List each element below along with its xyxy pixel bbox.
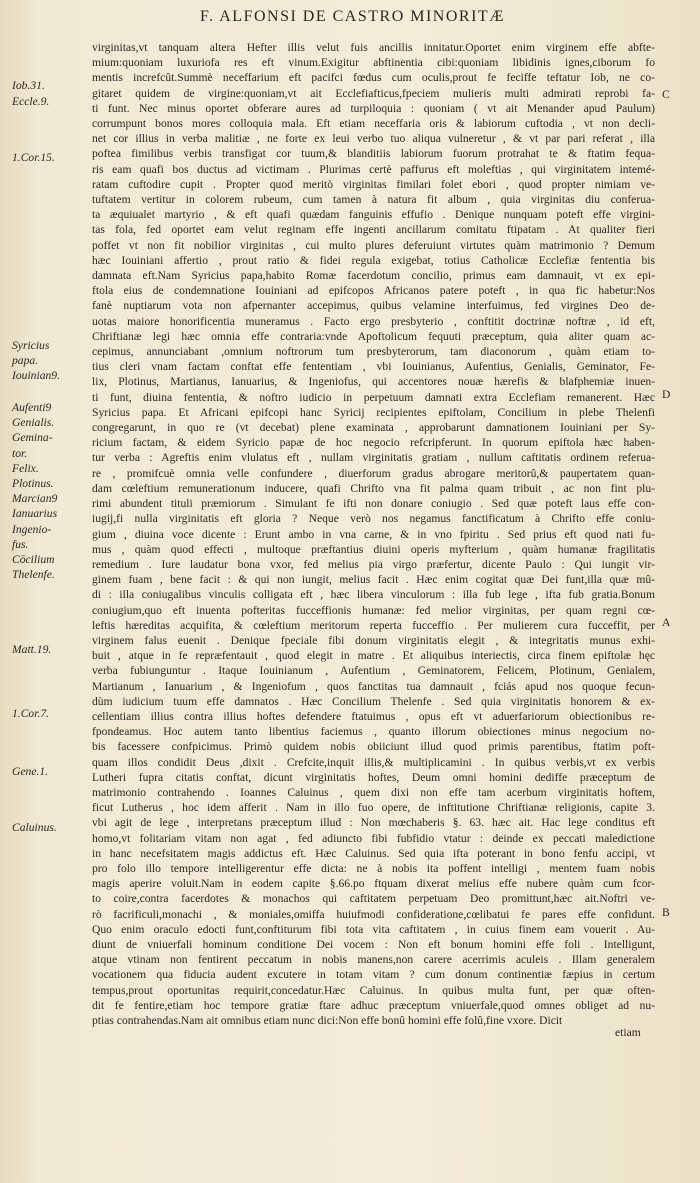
margin-note-gene xyxy=(12,764,90,779)
text-line: gitaret quidem de virgine:quoniam,vt ait Ecclefiafticus,fpeciem mulieris multi admirati reprobi fa- xyxy=(92,86,655,100)
text-line: matrimonio contrahendo . Ioannes Caluinus , quem dixi non effe tam acerbum virginitatis hoftem, xyxy=(92,785,655,799)
text-line: tius cleri vnam factam conftat effe fententiam , vbi Iouinianus, Aufentius, Genialis, Geminator, Fe- xyxy=(92,360,655,374)
text-line: lix, Plotinus, Martianus, Ianuarius, & Ingeniofus, qui accentores nouæ hærefis & blafphemiæ inuen- xyxy=(92,375,655,389)
text-line: leftis hæreditas acquifita, & cœleftium meritorum reperta fucceffio . Per mulierem cura fucceffit, per xyxy=(92,618,655,632)
margin-note-cor7 xyxy=(12,706,90,721)
section-letter-a: A xyxy=(662,616,671,629)
text-line: ginem fuam , bene facit : & qui non iungit, melius facit . Hæc enim cogitat quæ Dei funt,illa quæ mû- xyxy=(92,573,655,587)
margin-note-syricius xyxy=(12,338,90,384)
text-line: re , promifcuè omnia velle confundere , diuerforum gradus abrogare meritorû,& paupertatem quan- xyxy=(92,466,655,480)
text-line: mentis increfcût.Summè neceffarium eft pacifci fœdus cum oculis,prout fe feciffe teftatur Iob, ne co- xyxy=(92,71,655,85)
text-line: tempus,prout oportunitas requirit,concedatur.Hæc Caluinus. In quibus multa funt, per quæ often- xyxy=(92,983,655,997)
text-line: buit , atque in fe repræfentauit , quod elegit in matre . Et aliquibus interiectis, circa finem epiftolæ hęc xyxy=(92,649,655,663)
text-line: net cor illius in verba malitiæ , ne forte ex leui verbo tuo aliqua vulneretur , & vt par pari referat , illa xyxy=(92,132,655,146)
text-line: dit fe fentire,etiam hoc tempore gratiæ ftare adhuc præceptum vniuerfale,quod omnes obliget ad nu- xyxy=(92,998,655,1012)
text-line: ti funt, diuina fententia, & noftro iudicio in perpetuum damnati extra Ecclefiam remanerent. Hæc xyxy=(92,390,655,404)
text-line: remedium . Iure laudatur bona vxor, fed melius pia virgo præfertur, dicente Paulo : Qui iungit vir- xyxy=(92,557,655,571)
margin-note-line: Plotinus. xyxy=(12,477,54,491)
text-line: rimi abundent tituli præmiorum . Simulant fe ifti non donare coniugio . Sed quæ poteft laus effe con- xyxy=(92,497,655,511)
running-title: F. ALFONSI DE CASTRO MINORITÆ xyxy=(200,8,505,25)
margin-note-line: Ingenio- xyxy=(12,522,52,536)
text-line: iugij,fi nulla virginitatis eft gloria ? Neque verò nos negamus fanctificatum à Chrifto effe coniu- xyxy=(92,512,655,526)
margin-note-line: Iob.31. xyxy=(12,79,45,92)
text-line: ficut Lutherus , hoc idem afferit . Nam in illo fuo opere, de inftitutione Chriftianæ religionis, capite 3. xyxy=(92,801,655,815)
text-line: uotas maiore honorificentia muneramus . Facto ergo presbyterio , conftitit doctrinæ noftræ , id eft, xyxy=(92,314,655,328)
section-letter-c: C xyxy=(662,88,670,101)
text-line: Lutheri fupra citatis conftat, dicunt virginitatis hoftes, Deum omni homini dediffe præceptum de xyxy=(92,770,655,784)
text-line: di : illa coniugalibus vinculis colligata eft , hæc libera vinculorum : illa fub lege , ifta fub gratia.Bonum xyxy=(92,588,655,602)
text-line: Syricius papa. Et Africani epifcopi hanc Syricij recipientes epiftolam, Concilium in plebe Thelenfi xyxy=(92,405,655,419)
margin-note-line: Marcian9 xyxy=(12,492,58,506)
margin-note-cor15 xyxy=(12,150,90,165)
section-letter-d: D xyxy=(662,388,671,401)
margin-note-line: Ianuarius xyxy=(12,507,58,521)
margin-note-line: Matt.19. xyxy=(12,643,52,656)
text-line: Martianum , Ianuarium , & Ingeniofum , quos fanctitas tua damnauit , fciás apud nos quoque fecun- xyxy=(92,679,655,693)
text-line: dùm iudicium tuum effe damnatos . Hæc Concilium Thelenfe . Sed quia virginitatis honorem & ex- xyxy=(92,694,655,708)
text-line: ris eam quafi bos ductus ad victimam . Plurimas certè paffurus eft moleftias , qui virginitatem intemé- xyxy=(92,162,655,176)
text-line: quam illos condidit Deus ,dixit . Crefcite,inquit illis,& multiplicamini . In quibus verbis,vt ex verbis xyxy=(92,755,655,769)
text-line: poftea fimilibus verbis transfigat cor tuum,& blanditiis labiorum fuorum protrahat te & ftatim fequa- xyxy=(92,147,655,161)
margin-note-line: Iouinian9. xyxy=(12,369,60,383)
margin-note-line: Syricius xyxy=(12,339,50,352)
margin-note-line: papa. xyxy=(12,354,39,368)
text-line: damnata eft.Nam Syricius papa,habito Romæ facerdotum concilio, primus eam damnauit, vt ex epi- xyxy=(92,269,655,283)
text-line: ricium factam, & eidem Syricio papæ de hoc negocio refcripferunt. In quorum epiftola hæc haben- xyxy=(92,436,655,450)
text-line: diunt de vniuerfali hominum conditione Dei vocem : Non eft bonum homini effe foli . Intelligunt, xyxy=(92,937,655,951)
text-line: virginitas,vt tanquam altera Hefter illis velut fuis ancillis innitatur.Oportet enim virginem effe abfte- xyxy=(92,41,655,54)
text-line: in hanc necefsitatem magis addictus eft. Hæc Caluinus. Sed quia ifta poterant in bono fenfu accipi, vt xyxy=(92,846,655,860)
text-line: mium:quoniam luxuriofa res eft vinum.Exigitur abftinentia cibi:quoniam libidinis ignes,ciborum fo xyxy=(92,56,655,70)
text-line: tuftatem vertitur in colorem rubeum, cum tamen à natura fit album , quia virginitas diu conferua- xyxy=(92,193,655,207)
margin-note-line: Gemina- xyxy=(12,431,53,445)
margin-note-line: Cōcilium xyxy=(12,553,55,567)
margin-note-line: Felix. xyxy=(12,461,39,475)
margin-note-line: fus. xyxy=(12,537,29,551)
text-line: virginem falus euenit . Denique fpeciale fibi donum virginitatis elegit , & integritatis munus exhi- xyxy=(92,633,655,647)
margin-note-line: Caluinus. xyxy=(12,821,57,834)
text-line: coniugium,quo eft inuenta pofteritas fucceffionis humanæ: fed melior virginitas, per quam regni cœ- xyxy=(92,603,655,617)
text-line: ftola eius de condemnatione Iouiniani ad epifcopos Africanos patere poteft , in qua fic habetur:Nos xyxy=(92,284,655,298)
text-line: ratam cuftodire cupit . Propter quod meritò virginitas fimilari folet ebori , quod propter nimiam ve- xyxy=(92,177,655,191)
text-line: hæc Iouiniani affertio , prout ratio & fidei regula exigebat, totius Catholicæ Ecclefiæ fententia bis xyxy=(92,253,655,267)
text-line: tur verba : Agreftis enim vlulatus eft , nullam virginitatis gratiam , nullum caftitatis ordinem referua- xyxy=(92,451,655,465)
margin-note-line: tor. xyxy=(12,446,28,460)
text-line: mus , quàm quod effecti , multoque præftantius diuini operis myfterium , quàm humanæ fragilitatis xyxy=(92,542,655,556)
margin-note-line: Thelenfe. xyxy=(12,568,55,582)
text-line: dam cœleftium remunerationum inducere, quafi Chrifto vna fit palma quam tribuit , ac non fint plu- xyxy=(92,481,655,495)
text-line: vbi agit de lege , interpretans præceptum illud : Non mœchaberis §. 63. hæc ait. Hac lege conditus eft xyxy=(92,816,655,830)
text-line: fpondeamus. Hoc autem tanto libentius faciemus , quanto illorum obiectiones minus negocium no- xyxy=(92,725,655,739)
margin-note-caluinus xyxy=(12,820,90,835)
margin-note-line: Gene.1. xyxy=(12,765,49,778)
margin-note-line: Aufenti9 xyxy=(12,401,52,414)
text-line: poffet vt non fit nobilior virginitas , cui multo plures deferuiunt virtutes quàm matrimonio ? Demum xyxy=(92,238,655,252)
text-line: congregarunt, in quo re (vt decebat) plene examinata , approbarunt damnationem Iouiniani per Sy- xyxy=(92,421,655,435)
section-letter-b: B xyxy=(662,906,670,919)
text-line: corrumpunt bonos mores colloquia mala. Eft etiam neceffaria oris & labiorum cuftodia , vt non decli- xyxy=(92,117,655,131)
text-line: rò facrificuli,monachi , & moniales,omiffa huiufmodi confideratione,cœlibatui fe pares effe confidunt. xyxy=(92,907,655,921)
margin-note-line: Genialis. xyxy=(12,416,55,430)
margin-note-line: 1.Cor.7. xyxy=(12,707,50,720)
main-text-block xyxy=(92,40,655,1028)
text-line: gium , diuina voce dicente : Erunt ambo in vna carne, & in vno fpiritu . Sed prius eft quod nati fu- xyxy=(92,527,655,541)
text-line: ti funt. Nec minus oportet obferare aures ad turpiloquia : quoniam ( vt ait Menander apud Paulum) xyxy=(92,101,655,115)
text-line: verba fubiunguntur . Itaque Iouinianum , Aufentium , Geminatorem, Felicem, Plotinum, Genialem, xyxy=(92,664,655,678)
text-line: cepimus, annunciabant ,omnium noftrorum tum presbyterorum, tam diaconorum , quàm etiam to- xyxy=(92,345,655,359)
text-line: bis facessere confpicimus. Primò quidem nobis obiiciunt illud quod primis parentibus, ftatim poft- xyxy=(92,740,655,754)
text-line: magis aperire voluit.Nam in eodem capite §.66.po ftquam dixerat melius effe nubere quàm cum fcor- xyxy=(92,877,655,891)
text-line: atque vtinam non fentirent peccatum in nobis manens,non carere acerrimis aculeis . Illam generalem xyxy=(92,953,655,967)
margin-note-names xyxy=(12,400,90,582)
text-line: Quo enim oraculo edocti funt,conftiturum fibi tota vita caftitatem , in cuius finem eam vouerit . Au- xyxy=(92,922,655,936)
margin-note-matt xyxy=(12,642,90,657)
text-line: Chriftianæ legi hæc omnia effe contraria:vnde Apoftolicum fequuti præceptum, quia aliter quam ac- xyxy=(92,329,655,343)
margin-note-job xyxy=(12,78,90,93)
margin-note-eccle xyxy=(12,94,90,109)
text-line: tas fola, fed oportet eam velut reginam effe ingenti ancillarum comitatu ftipatam . At qualiter fieri xyxy=(92,223,655,237)
margin-note-line: 1.Cor.15. xyxy=(12,151,55,164)
catchword: etiam xyxy=(615,1026,641,1039)
text-line: homo,vt folitariam vitam non agat , fed adiuncto fibi fubfidio vtatur : deinde ex peccati maledictione xyxy=(92,831,655,845)
text-line: vocationem qua fiducia audent excutere in totam vitam ? cum donum continentiæ fæpius in certum xyxy=(92,968,655,982)
text-line: fanè nuptiarum vota non afpernanter accepimus, quibus velamine interfuimus, fed virgines Deo de- xyxy=(92,299,655,313)
margin-note-line: Eccle.9. xyxy=(12,95,50,108)
text-line: cellentiam illius contra illius hoftes defendere ftatuimus , opus eft vt aduerfariorum obiectionibus re- xyxy=(92,709,655,723)
text-line: ptias contrahendas.Nam ait omnibus etiam nunc dici:Non effe bonû homini effe folû,fine vxore. Dicit xyxy=(92,1014,563,1027)
text-line: ta æquiualet martyrio , & eft quafi quædam fanguinis effufio . Denique nunquam poteft effe virgini- xyxy=(92,208,655,222)
text-line: pro folo illo tempore intelligerentur effe dicta: ne à nobis ita poffent intelligi , mentem fuam nobis xyxy=(92,861,655,875)
text-line: to coire,contra facerdotes & monachos qui caftitatem perpetuam Deo promittunt,hæc ait.Noftri ve- xyxy=(92,892,655,906)
